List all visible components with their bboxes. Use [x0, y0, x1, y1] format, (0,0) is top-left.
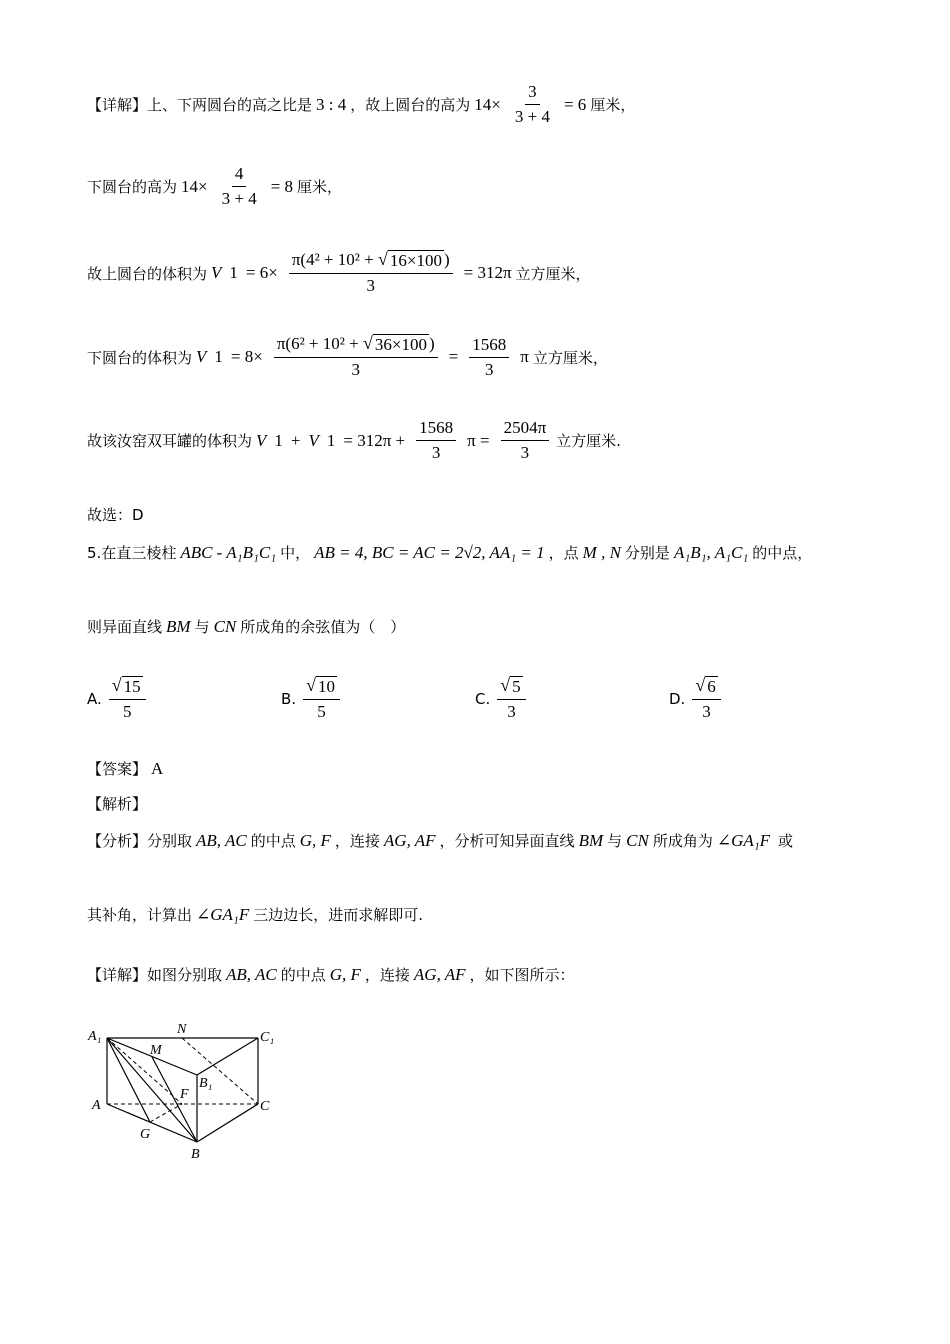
- label-c1: C₁: [260, 1030, 275, 1045]
- line-cn: CN: [213, 616, 237, 636]
- radicand: 36×100: [374, 335, 427, 354]
- math-expr: =: [448, 347, 459, 367]
- detail-line-2: [87, 164, 342, 210]
- question-text: 的中点，: [752, 544, 813, 562]
- analysis-text: 其补角，计算出: [87, 906, 193, 924]
- volume-symbol: V: [256, 430, 267, 450]
- subscript: 1: [326, 430, 336, 450]
- label-c: C: [260, 1099, 270, 1114]
- question-text: 则异面直线: [87, 618, 163, 636]
- edge-b-c: [197, 1104, 258, 1142]
- math-expr: π =: [467, 430, 490, 450]
- question-5-line-2: [87, 616, 405, 637]
- label-f: F: [180, 1087, 189, 1102]
- question-text: 中，: [280, 544, 311, 562]
- fraction-numerator: [274, 334, 438, 358]
- fraction-denominator: 3: [431, 443, 441, 463]
- answer-line: [87, 758, 167, 779]
- detail-text: 故该汝窑双耳罐的体积为: [87, 432, 253, 451]
- detail-line-1: [87, 82, 635, 128]
- fraction-numerator: 4: [232, 164, 247, 187]
- math-expr: ∠GA₁F: [716, 830, 771, 850]
- fraction-numerator: 3: [525, 82, 540, 105]
- question-text: 所成角的余弦值为（ ）: [240, 618, 406, 636]
- label-n: N: [177, 1022, 187, 1037]
- option-label: D.: [669, 690, 686, 709]
- fraction: [508, 82, 557, 128]
- detail-text: ，故上圆台的高为: [350, 96, 471, 115]
- line-bm: BM: [166, 616, 191, 636]
- option-fraction: √ 10 5: [299, 676, 344, 723]
- question-edges: A₁B₁, A₁C₁: [673, 542, 749, 562]
- math-expr: 14×: [474, 94, 501, 114]
- question-points: M , N: [582, 542, 621, 562]
- option-fraction: √ 6 3: [688, 676, 724, 723]
- fraction-denominator: 3 + 4: [221, 189, 257, 209]
- volume-symbol: V: [211, 263, 222, 283]
- radicand: 5: [512, 677, 521, 696]
- question-number: 5.: [87, 543, 102, 562]
- fraction-denominator: 5: [122, 702, 132, 722]
- answer-tag: 【答案】: [87, 760, 148, 778]
- analysis-text: ，分析可知异面直线: [439, 832, 575, 850]
- height-ratio: 3 : 4: [316, 94, 347, 114]
- fraction-denominator: 3: [702, 702, 711, 722]
- line-n-c: [182, 1038, 258, 1104]
- volume-symbol: V: [308, 430, 319, 450]
- numerator-part: π(6² + 10² +: [276, 334, 363, 353]
- label-a: A: [92, 1098, 101, 1113]
- math-expr: AG, AF: [413, 964, 466, 984]
- fraction-numerator: 2504π: [501, 418, 550, 441]
- math-expr: +: [290, 430, 301, 450]
- subscript: 1: [214, 347, 223, 367]
- math-expr: G, F: [299, 830, 331, 850]
- math-expr: AG, AF: [383, 830, 436, 850]
- analysis-text: 的中点: [250, 832, 296, 850]
- label-g: G: [140, 1127, 151, 1142]
- math-expr: ∠GA₁F: [196, 904, 250, 924]
- option-label: B.: [281, 690, 297, 709]
- analysis-text: 分别取: [147, 832, 193, 850]
- analysis-title-text: 【解析】: [87, 795, 148, 813]
- radicand: 16×100: [389, 251, 442, 270]
- fraction-denominator: 3: [520, 443, 530, 463]
- fraction: [497, 418, 554, 464]
- unit-text: 立方厘米.: [556, 432, 621, 451]
- label-a1: A₁: [88, 1029, 102, 1044]
- volume-symbol: V: [196, 347, 207, 367]
- analysis-text: 与: [607, 832, 623, 850]
- math-expr: = 6: [563, 94, 587, 114]
- edge-b1-c1: [197, 1038, 258, 1075]
- detail-line-5: [87, 418, 621, 464]
- prism-name: ABC - A₁B₁C₁: [180, 542, 277, 562]
- option-fraction: √ 5 3: [493, 676, 529, 723]
- fraction-denominator: 5: [317, 702, 326, 722]
- detail-line-3: [87, 250, 591, 297]
- radicand: 6: [707, 677, 716, 696]
- question-text: 分别是: [624, 544, 670, 562]
- label-b: B: [191, 1147, 200, 1162]
- fraction-numerator: 1568: [416, 418, 456, 441]
- detail-text: ，如下图所示：: [469, 966, 575, 984]
- detail-text: ，连接: [364, 966, 410, 984]
- detail2-line: [87, 964, 575, 985]
- option-label: C.: [475, 690, 491, 709]
- subscript: 1: [229, 263, 238, 283]
- detail-tag: 【详解】: [87, 966, 148, 984]
- question-text: ，点: [548, 544, 579, 562]
- line-a1-f: [107, 1038, 182, 1104]
- math-expr: CN: [626, 830, 649, 850]
- detail-text: 下圆台的体积为: [87, 348, 193, 367]
- option-b[interactable]: [281, 676, 347, 723]
- numerator-part: ): [428, 334, 435, 353]
- fraction: [270, 334, 442, 381]
- detail-line-4: [87, 334, 608, 381]
- fraction-numerator: 1568: [469, 335, 509, 358]
- analysis-text: 所成角为: [652, 832, 713, 850]
- option-d[interactable]: [669, 676, 728, 723]
- detail-text: 故上圆台的体积为: [87, 264, 208, 283]
- fraction: [285, 250, 457, 297]
- detail-text: 下圆台的高为: [87, 178, 178, 197]
- fraction-denominator: 3: [507, 702, 516, 722]
- math-expr: = 8×: [230, 347, 263, 367]
- unit-text: 立方厘米，: [515, 264, 591, 283]
- question-text: 在直三棱柱: [101, 544, 177, 562]
- numerator-part: ): [443, 250, 450, 269]
- analysis-line-1: [87, 830, 793, 851]
- question-5-line-1: [87, 542, 812, 563]
- sqrt: √ 36×100: [362, 333, 427, 354]
- math-expr: BM: [578, 830, 604, 850]
- previous-answer-text: 故选：D: [87, 506, 144, 524]
- prism-figure: [80, 1018, 300, 1168]
- analysis-text: 或: [778, 832, 794, 850]
- math-expr: 14×: [181, 176, 208, 196]
- unit-text: 立方厘米，: [532, 348, 608, 367]
- unit-text: 厘米，: [590, 96, 636, 115]
- fraction-denominator: 3: [366, 276, 375, 296]
- math-expr: AB, AC: [226, 964, 277, 984]
- fraction: [215, 164, 264, 210]
- math-expr: = 312π +: [343, 430, 406, 450]
- math-expr: = 8: [270, 176, 294, 196]
- line-m-b: [152, 1057, 197, 1142]
- fraction-denominator: 3: [351, 360, 360, 380]
- fraction-denominator: 3 + 4: [514, 107, 550, 127]
- analysis-line-2: [87, 904, 423, 925]
- math-expr: G, F: [329, 964, 361, 984]
- math-expr: AB, AC: [196, 830, 247, 850]
- option-c[interactable]: [475, 676, 533, 723]
- edge-a-b: [107, 1104, 197, 1142]
- numerator-part: π(4² + 10² +: [291, 250, 378, 269]
- analysis-text: 三边边长，进而求解即可.: [253, 906, 423, 924]
- previous-answer: [87, 504, 144, 525]
- option-a[interactable]: [87, 676, 153, 723]
- fraction-numerator: [289, 250, 453, 274]
- detail-tag: 【详解】: [87, 96, 148, 115]
- radicand: 15: [123, 677, 141, 696]
- math-expr: = 6×: [245, 263, 278, 283]
- unit-text: 厘米，: [297, 178, 343, 197]
- radicand: 10: [317, 677, 335, 696]
- math-expr: = 312π: [463, 263, 512, 283]
- analysis-title: [87, 793, 147, 814]
- option-fraction: √ 15 5: [105, 676, 150, 723]
- label-b1: B₁: [199, 1076, 213, 1091]
- detail-text: 上、下两圆台的高之比是: [147, 96, 313, 115]
- question-condition: AB = 4, BC = AC = 2√2, AA₁ = 1: [314, 542, 545, 562]
- math-expr: π: [520, 347, 529, 367]
- detail-text: 如图分别取: [147, 966, 223, 984]
- option-label: A.: [87, 690, 102, 709]
- fraction: [465, 335, 513, 381]
- answer-value: A: [151, 758, 164, 778]
- subscript: 1: [274, 430, 283, 450]
- fraction: [412, 418, 460, 464]
- sqrt: √ 16×100: [377, 249, 442, 270]
- detail-text: 的中点: [280, 966, 326, 984]
- analysis-text: ，连接: [334, 832, 380, 850]
- question-text: 与: [194, 618, 210, 636]
- fraction-denominator: 3: [484, 359, 494, 379]
- label-m: M: [150, 1043, 162, 1058]
- analysis-tag: 【分析】: [87, 832, 148, 850]
